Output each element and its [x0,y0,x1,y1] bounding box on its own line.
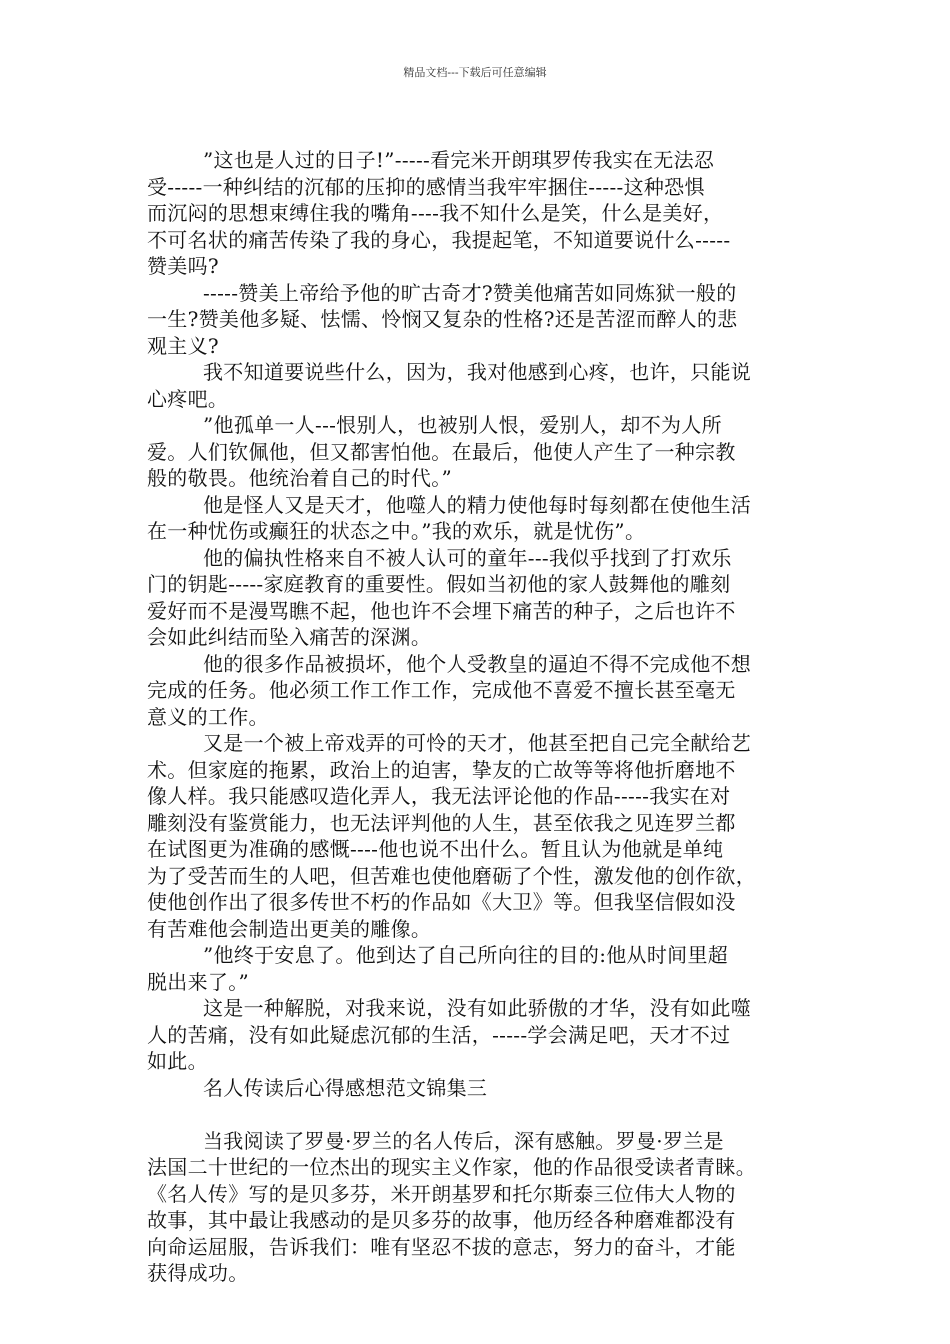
text-line: 我不知道要说些什么，因为，我对他感到心疼，也许，只能说 [203,360,752,384]
text-line: ”这也是人过的日子!”-----看完米开朗琪罗传我实在无法忍 [203,148,715,172]
text-line: 爱。人们钦佩他，但又都害怕他。在最后，他使人产生了一种宗教 [147,439,736,464]
text-line: 法国二十世纪的一位杰出的现实主义作家，他的作品很受读者青睐。 [147,1155,756,1179]
paragraph [147,412,819,492]
paragraph [147,942,819,995]
text-line: 如此。 [147,1049,208,1073]
paragraph [147,995,819,1075]
page-header: 精品文档---下载后可任意编辑 [403,66,547,79]
text-line: 他的偏执性格来自不被人认可的童年---我似乎找到了打欢乐 [203,545,732,570]
text-line: 向命运屈服，告诉我们：唯有坚忍不拔的意志，努力的奋斗，才能 [147,1234,736,1259]
text-line: 意义的工作。 [147,704,269,729]
paragraph [147,359,819,412]
text-line: 术。但家庭的拖累，政治上的迫害，挚友的亡故等等将他折磨地不 [147,757,736,782]
text-line: 在一种忧伤或癫狂的状态之中。”我的欢乐，就是忧伤”。 [147,519,646,543]
text-line: 像人样。我只能感叹造化弄人，我无法评论他的作品-----我实在对 [147,784,731,808]
text-line: 般的敬畏。他统治着自己的时代。” [147,466,453,490]
text-line: 人的苦痛，没有如此疑虑沉郁的生活，-----学会满足吧，天才不过 [147,1022,731,1047]
text-line: 而沉闷的思想束缚住我的嘴角----我不知什么是笑，什么是美好， [147,201,724,225]
text-line: 不可名状的痛苦传染了我的身心，我提起笔，不知道要说什么----- [147,227,731,252]
text-line: 这是一种解脱，对我来说，没有如此骄傲的才华，没有如此噬 [203,996,752,1020]
text-line: 一生?赞美他多疑、怯懦、怜悯又复杂的性格?还是苦涩而醉人的悲 [147,307,738,331]
paragraph [147,1128,819,1287]
blank-line [147,1101,819,1128]
paragraph [147,492,819,545]
text-line: 赞美吗? [147,254,219,278]
text-line: 受-----一种纠结的沉郁的压抑的感情当我牢牢捆住-----这种恐惧 [147,174,705,199]
text-line: 脱出来了。” [147,969,250,994]
section-heading [147,1075,819,1102]
text-line: 观主义? [147,333,219,358]
text-line: 门的钥匙-----家庭教育的重要性。假如当初他的家人鼓舞他的雕刻 [147,572,731,596]
document-body [147,147,819,1287]
paragraph [147,280,819,360]
paragraph [147,545,819,651]
paragraph [147,147,819,280]
text-line: 故事，其中最让我感动的是贝多芬的故事，他历经各种磨难都没有 [147,1208,736,1232]
text-line: 会如此纠结而坠入痛苦的深渊。 [147,625,432,649]
text-line: 又是一个被上帝戏弄的可怜的天才，他甚至把自己完全献给艺 [203,731,752,755]
text-line: ”他孤单一人---恨别人，也被别人恨，爱别人，却不为人所 [203,413,722,437]
text-line: ”他终于安息了。他到达了自己所向往的目的:他从时间里超 [203,943,729,967]
text-line: -----赞美上帝给予他的旷古奇才?赞美他痛苦如同炼狱一般的 [203,280,737,305]
text-line: 他是怪人又是天才，他噬人的精力使他每时每刻都在使他生活 [203,492,752,517]
text-line: 当我阅读了罗曼·罗兰的名人传后，深有感触。罗曼·罗兰是 [203,1128,724,1153]
section-heading-text: 名人传读后心得感想范文锦集三 [203,1075,488,1100]
text-line: 获得成功。 [147,1261,249,1285]
paragraph [147,651,819,731]
text-line: 使他创作出了很多传世不朽的作品如《大卫》等。但我坚信假如没 [147,890,736,914]
text-line: 为了受苦而生的人吧，但苦难也使他磨砺了个性，激发他的创作欲， [147,863,756,888]
text-line: 爱好而不是漫骂瞧不起，他也许不会埋下痛苦的种子，之后也许不 [147,598,736,623]
text-line: 在试图更为准确的感慨----他也说不出什么。暂且认为他就是单纯 [147,837,724,861]
text-line: 心疼吧。 [147,386,229,411]
text-line: 完成的任务。他必须工作工作工作，完成他不喜爱不擅长甚至毫无 [147,678,736,702]
text-line: 《名人传》写的是贝多芬，米开朗基罗和托尔斯泰三位伟大人物的 [147,1181,736,1206]
text-line: 雕刻没有鉴赏能力，也无法评判他的人生，甚至依我之见连罗兰都 [147,810,736,835]
text-line: 有苦难他会制造出更美的雕像。 [147,916,432,941]
text-line: 他的很多作品被损坏，他个人受教皇的逼迫不得不完成他不想 [203,651,752,676]
paragraph [147,730,819,942]
